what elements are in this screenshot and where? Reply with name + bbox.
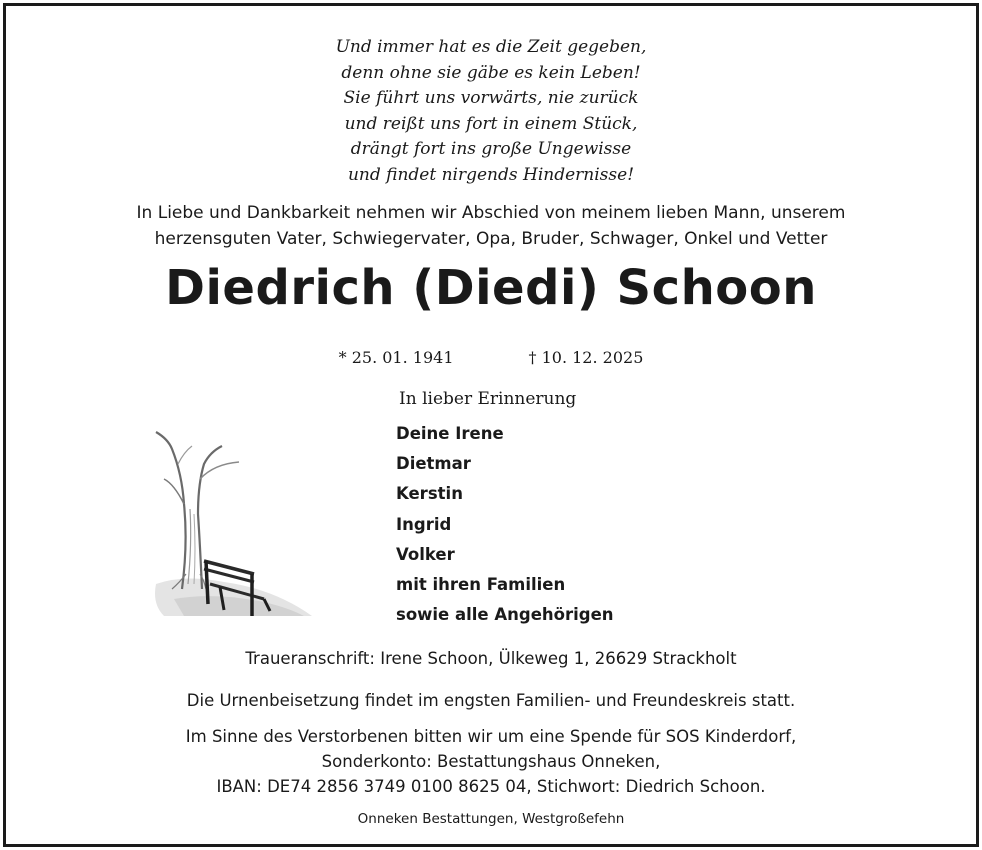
mourner-name: Volker xyxy=(396,544,455,564)
mourner-name: Dietmar xyxy=(396,454,471,474)
life-dates xyxy=(6,346,976,370)
tree-with-bench-icon xyxy=(144,424,314,624)
deceased-name: Diedrich (Diedi) Schoon xyxy=(165,260,817,316)
mourners-list xyxy=(396,419,614,630)
intro-line: herzensguten Vater, Schwiegervater, Opa, Bruder, Schwager, Onkel und Vetter xyxy=(154,228,828,249)
poem-line: und findet nirgends Hindernisse! xyxy=(347,164,635,185)
urn-notice: Die Urnenbeisetzung findet im engsten Familien- und Freundeskreis statt. xyxy=(186,691,796,710)
mourner-name: sowie alle Angehörigen xyxy=(396,605,614,625)
mourner-name: Deine Irene xyxy=(396,424,504,443)
intro-line: In Liebe und Dankbarkeit nehmen wir Abschied von meinem lieben Mann, unserem xyxy=(136,203,846,223)
poem-line: und reißt uns fort in einem Stück, xyxy=(344,113,638,134)
mourner-name: Kerstin xyxy=(396,484,463,504)
mourner-name: mit ihren Familien xyxy=(396,575,566,595)
obituary-notice xyxy=(3,3,979,847)
poem-line: denn ohne sie gäbe es kein Leben! xyxy=(341,62,641,83)
birth-date: * 25. 01. 1941 xyxy=(338,348,454,367)
poem-line: Sie führt uns vorwärts, nie zurück xyxy=(343,88,639,109)
donation-line: Sonderkonto: Bestattungshaus Onneken, xyxy=(321,752,661,771)
death-date: † 10. 12. 2025 xyxy=(528,348,644,367)
mourner-name: Ingrid xyxy=(396,514,452,534)
poem-line: drängt fort ins große Ungewisse xyxy=(350,139,632,160)
donation-line: IBAN: DE74 2856 3749 0100 8625 04, Stichwort: Diedrich Schoon. xyxy=(216,777,766,796)
donation-notice xyxy=(6,724,976,799)
mourning-address: Traueranschrift: Irene Schoon, Ülkeweg 1, 26629 Strackholt xyxy=(245,649,737,668)
donation-line: Im Sinne des Verstorbenen bitten wir um eine Spende für SOS Kinderdorf, xyxy=(185,727,797,746)
farewell-intro xyxy=(6,201,976,252)
poem-line: Und immer hat es die Zeit gegeben, xyxy=(335,37,647,57)
funeral-home: Onneken Bestattungen, Westgroßefehn xyxy=(357,811,625,827)
poem xyxy=(6,35,976,189)
memory-line: In lieber Erinnerung xyxy=(399,389,577,409)
